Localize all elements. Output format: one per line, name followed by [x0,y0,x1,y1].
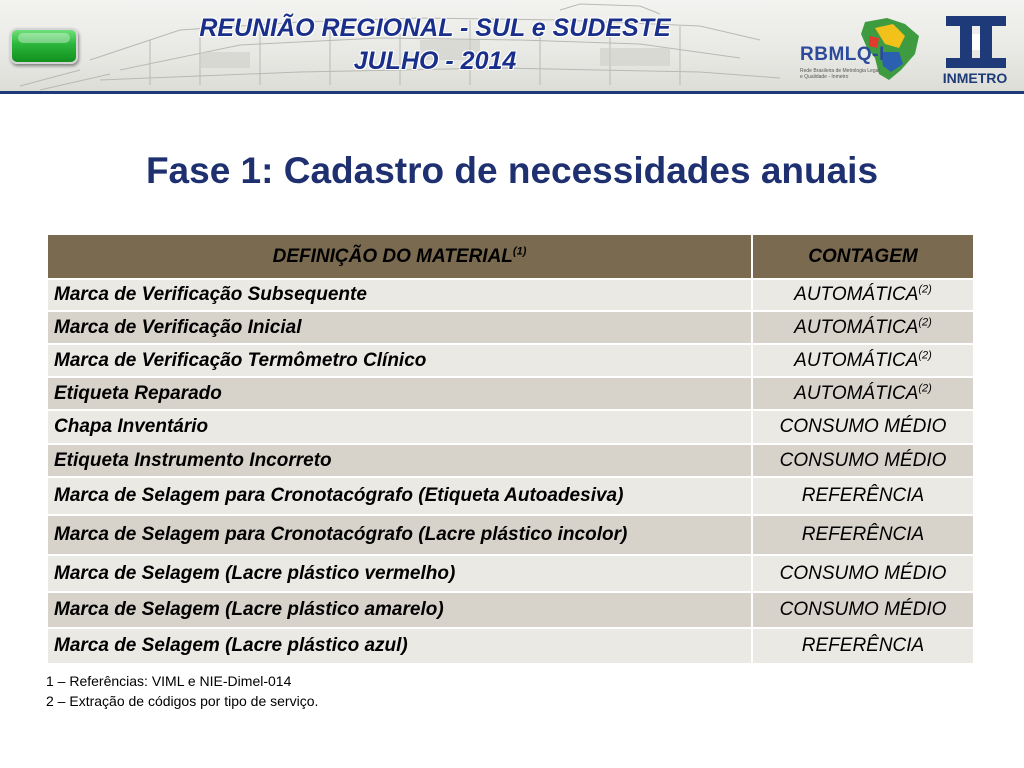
table-row [47,279,974,311]
event-title-line2: JULHO - 2014 [353,47,517,75]
material-name: Etiqueta Instrumento Incorreto [47,444,752,477]
material-name: Marca de Verificação Subsequente [47,279,752,311]
table-row [47,477,974,515]
table-row [47,592,974,628]
table-row [47,344,974,377]
column-header-material [47,234,752,279]
table-row [47,628,974,664]
slide-title: Fase 1: Cadastro de necessidades anuais [145,150,879,191]
count-method [752,410,974,444]
count-method [752,279,974,311]
column-header-material-sup: (1) [512,245,527,258]
count-method-label: REFERÊNCIA [801,485,925,506]
slide-header [0,0,1024,94]
count-method [752,377,974,410]
footnote-1: 1 – Referências: VIML e NIE-Dimel-014 [46,673,292,689]
count-method-label: AUTOMÁTICA [794,349,919,371]
count-method-label: CONSUMO MÉDIO [779,449,947,471]
count-method [752,444,974,477]
table-row [47,444,974,477]
material-table [46,233,975,665]
count-method [752,311,974,344]
count-method [752,515,974,555]
column-header-count [752,234,974,279]
table-row [47,377,974,410]
material-name: Marca de Selagem (Lacre plástico vermelho) [47,555,752,592]
table-row [47,410,974,444]
column-header-count-label: CONTAGEM [808,245,918,267]
footnote-2: 2 – Extração de códigos por tipo de serviço. [46,693,319,709]
count-method-label: REFERÊNCIA [801,635,925,656]
material-name: Marca de Selagem (Lacre plástico azul) [47,628,752,664]
material-name: Marca de Verificação Termômetro Clínico [47,344,752,377]
table-header-row [47,234,974,279]
event-title-line1: REUNIÃO REGIONAL - SUL e SUDESTE [199,14,671,42]
material-name: Etiqueta Reparado [47,377,752,410]
material-name: Marca de Selagem para Cronotacógrafo (Etiqueta Autoadesiva) [47,477,752,515]
count-method-label: CONSUMO MÉDIO [779,416,947,437]
count-method [752,477,974,515]
count-method-sup: (2) [918,382,932,395]
inmetro-logo-text: INMETRO [942,70,1008,86]
material-name: Chapa Inventário [47,410,752,444]
count-method-label: CONSUMO MÉDIO [779,599,947,620]
count-method-label: AUTOMÁTICA [794,382,919,404]
inmetro-logo [944,14,1008,70]
count-method [752,628,974,664]
rbmlq-logo-text: RBMLQ-I [800,44,885,65]
count-method-label: CONSUMO MÉDIO [779,562,947,584]
material-name: Marca de Verificação Inicial [47,311,752,344]
count-method [752,555,974,592]
count-method [752,344,974,377]
footnotes [46,671,646,711]
table-row [47,555,974,592]
count-method-sup: (2) [918,349,932,362]
count-method-label: AUTOMÁTICA [794,316,919,338]
material-name: Marca de Selagem (Lacre plástico amarelo) [47,592,752,628]
count-method-sup: (2) [918,283,932,296]
event-title [150,12,720,78]
material-name: Marca de Selagem para Cronotacógrafo (Lacre plástico incolor) [47,515,752,555]
header-divider [0,91,1024,94]
count-method [752,592,974,628]
count-method-label: REFERÊNCIA [801,524,925,545]
table-row [47,515,974,555]
green-nav-button[interactable] [10,28,78,64]
rbmlq-logo-subtext: Rede Brasileira de Metrologia Legal e Qualidade - Inmetro [800,68,880,80]
count-method-label: AUTOMÁTICA [794,284,919,305]
count-method-sup: (2) [918,316,932,329]
table-row [47,311,974,344]
column-header-material-label: DEFINIÇÃO DO MATERIAL [272,245,513,267]
